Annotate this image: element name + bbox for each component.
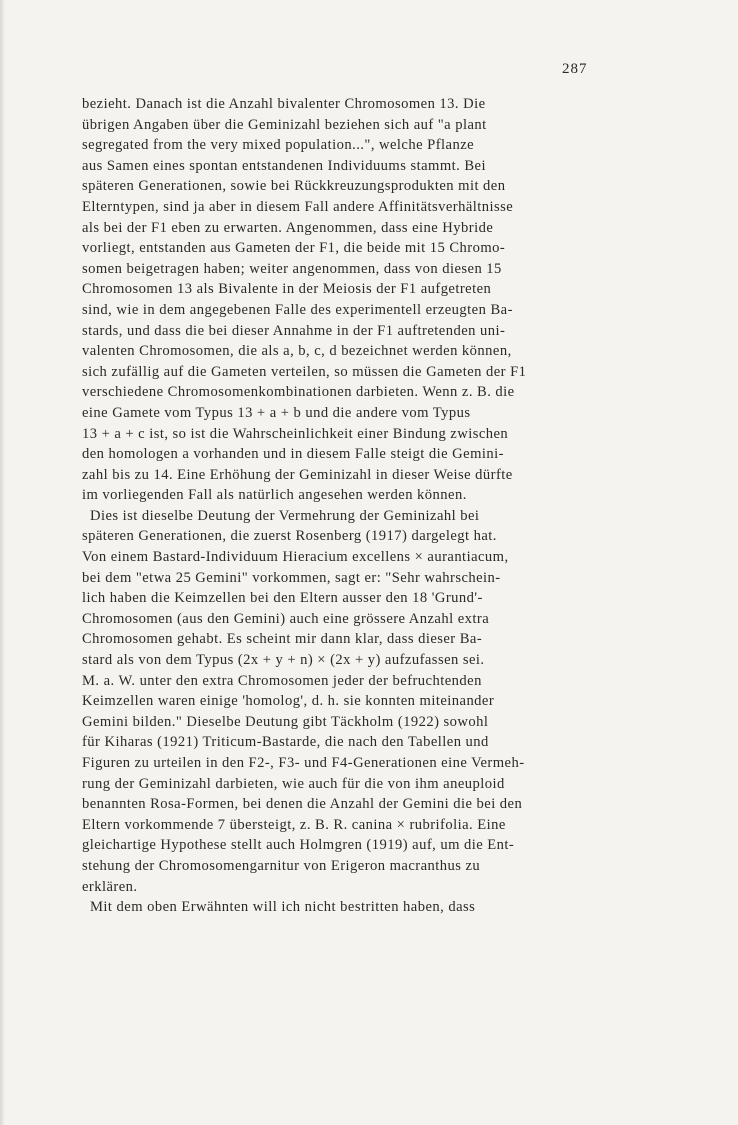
text-line: valenten Chromosomen, die als a, b, c, d bezeichnet werden können, (82, 343, 512, 360)
text-line: späteren Generationen, sowie bei Rückkreuzungsprodukten mit den (82, 178, 506, 195)
text-line: Von einem Bastard-Individuum Hieracium excellens × aurantiacum, (82, 549, 509, 566)
text-line: bezieht. Danach ist die Anzahl bivalenter Chromosomen 13. Die (82, 96, 486, 112)
text-line: Chromosomen gehabt. Es scheint mir dann klar, dass dieser Ba- (82, 631, 483, 648)
text-line: stards, und dass die bei dieser Annahme in der F1 auftretenden uni- (82, 322, 506, 339)
text-line: M. a. W. unter den extra Chromosomen jeder der befruchtenden (82, 672, 482, 689)
body-text (82, 94, 601, 918)
text-line: aus Samen eines spontan entstandenen Individuums stammt. Bei (82, 157, 486, 174)
text-line: sich zufällig auf die Gameten verteilen, so müssen die Gameten der F1 (82, 363, 527, 380)
text-line: den homologen a vorhanden und in diesem Falle steigt die Gemini- (82, 446, 504, 463)
text-line: verschiedene Chromosomenkombinationen darbieten. Wenn z. B. die (82, 384, 515, 401)
text-line: Mit dem oben Erwähnten will ich nicht bestritten haben, dass (90, 899, 476, 916)
text-line: somen beigetragen haben; weiter angenommen, dass von diesen 15 (82, 260, 502, 277)
text-line: stehung der Chromosomengarnitur von Erigeron macranthus zu (82, 857, 481, 874)
text-line: Elterntypen, sind ja aber in diesem Fall andere Affinitätsverhältnisse (82, 198, 514, 215)
text-line: eine Gamete vom Typus 13 + a + b und die andere vom Typus (82, 404, 471, 421)
text-line: späteren Generationen, die zuerst Rosenberg (1917) dargelegt hat. (82, 528, 497, 545)
text-line: Gemini bilden." Dieselbe Deutung gibt Täckholm (1922) sowohl (82, 713, 489, 730)
text-line: zahl bis zu 14. Eine Erhöhung der Geminizahl in dieser Weise dürfte (82, 466, 513, 483)
text-line: im vorliegenden Fall als natürlich angesehen werden können. (82, 487, 467, 504)
text-line: als bei der F1 eben zu erwarten. Angenommen, dass eine Hybride (82, 219, 494, 236)
text-line: gleichartige Hypothese stellt auch Holmgren (1919) auf, um die Ent- (82, 837, 515, 854)
text-line: übrigen Angaben über die Geminizahl beziehen sich auf "a plant (82, 116, 487, 133)
text-line: vorliegt, entstanden aus Gameten der F1, die beide mit 15 Chromo- (82, 240, 506, 257)
text-line: Chromosomen (aus den Gemini) auch eine grössere Anzahl extra (82, 610, 490, 627)
text-line: Dies ist dieselbe Deutung der Vermehrung der Geminizahl bei (90, 507, 480, 524)
text-line: segregated from the very mixed population...", welche Pflanze (82, 137, 475, 154)
text-line: für Kiharas (1921) Triticum-Bastarde, die nach den Tabellen und (82, 734, 489, 751)
text-line: Keimzellen waren einige 'homolog', d. h. sie konnten miteinander (82, 693, 495, 710)
text-line: bei dem "etwa 25 Gemini" vorkommen, sagt er: "Sehr wahrschein- (82, 569, 501, 586)
text-line: stard als von dem Typus (2x + y + n) × (2x + y) aufzufassen sei. (82, 652, 485, 669)
text-line: lich haben die Keimzellen bei den Eltern ausser den 18 'Grund'- (82, 590, 483, 607)
text-line: erklären. (82, 878, 138, 895)
page-number: 287 (562, 61, 588, 77)
text-line: sind, wie in dem angegebenen Falle des experimentell erzeugten Ba- (82, 301, 513, 318)
text-line: 13 + a + c ist, so ist die Wahrscheinlichkeit einer Bindung zwischen (82, 425, 509, 442)
text-line: Figuren zu urteilen in den F2-, F3- und F4-Generationen eine Vermeh- (82, 755, 525, 771)
text-line: Chromosomen 13 als Bivalente in der Meiosis der F1 aufgetreten (82, 281, 492, 298)
text-line: benannten Rosa-Formen, bei denen die Anzahl der Gemini die bei den (82, 796, 523, 813)
text-line: Eltern vorkommende 7 übersteigt, z. B. R. canina × rubrifolia. Eine (82, 816, 506, 833)
page-spine-shadow (0, 0, 5, 1125)
text-line: rung der Geminizahl darbieten, wie auch für die von ihm aneuploid (82, 775, 505, 792)
